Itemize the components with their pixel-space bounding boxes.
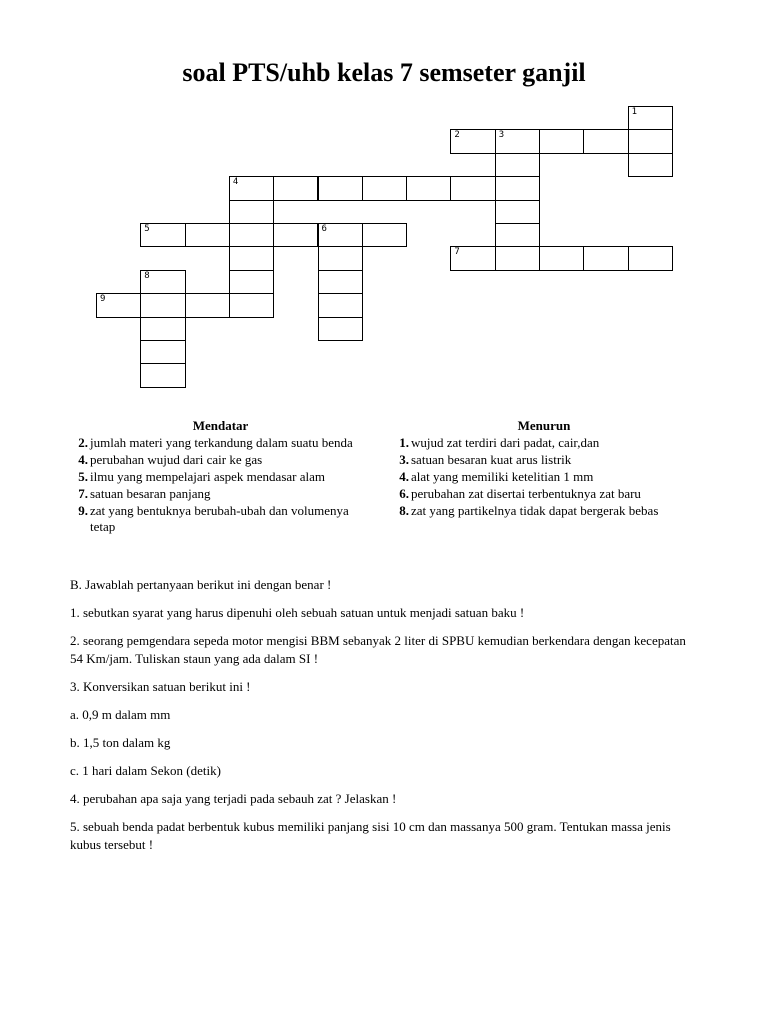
mendatar-heading: Mendatar [192,418,249,433]
crossword-cell [140,223,185,247]
crossword-cell [495,153,540,177]
crossword-cell [318,317,363,341]
cell-number: 6 [321,224,327,234]
crossword-cell [140,340,185,364]
crossword-cell [229,270,274,294]
crossword-cell [185,293,230,317]
crossword-cell [229,200,274,224]
clue-item: 1. wujud zat terdiri dari padat, cair,dan [399,435,600,450]
crossword-cell [495,176,540,200]
crossword-cell [229,223,274,247]
crossword-cell [495,129,540,153]
cell-number: 2 [454,130,460,141]
clue-item: 4. alat yang memiliki ketelitian 1 mm [399,469,594,484]
crossword-cell [140,293,185,317]
crossword-cell [495,223,540,247]
crossword-cell [495,200,540,224]
crossword-cell [583,129,628,153]
crossword-cell [96,293,141,317]
crossword-cell [140,363,185,387]
crossword-cell [140,270,185,294]
cell-number: 4 [232,177,239,188]
cell-number: 1 [631,107,638,117]
question-4: 4. perubahan apa saja yang terjadi pada sebauh zat ? Jelaskan ! [70,791,397,806]
crossword-cell [628,129,673,153]
clue-item: 8. zat yang partikelnya tidak dapat bergerak bebas [399,503,659,518]
crossword-cell [318,293,363,317]
crossword-cell [450,176,495,200]
crossword-grid [0,0,768,400]
clues-menurun [394,418,694,520]
menurun-heading: Menurun [517,418,571,433]
crossword-cell [362,223,407,247]
question-3c: c. 1 hari dalam Sekon (detik) [70,763,221,778]
section-heading: B. Jawablah pertanyaan berikut ini dengan benar ! [70,577,332,592]
crossword-cell [318,270,363,294]
page-title: soal PTS/uhb kelas 7 semseter ganjil [182,58,586,87]
clue-item: 5. ilmu yang mempelajari aspek mendasar alam [78,469,325,484]
crossword-cell [539,129,584,153]
clue-item: 3. satuan besaran kuat arus listrik [399,452,572,467]
crossword-cell [628,153,673,177]
crossword-cell [273,223,318,247]
crossword-cell [450,246,495,270]
clue-item: 4. perubahan wujud dari cair ke gas [78,452,263,467]
question-1: 1. sebutkan syarat yang harus dipenuhi oleh sebuah satuan untuk menjadi satuan baku ! [70,605,525,620]
crossword-cell [273,176,318,200]
cell-number: 7 [454,247,460,258]
cell-number: 5 [144,224,150,234]
cell-number: 8 [144,270,150,281]
essay-section [70,576,700,864]
crossword-cell [583,246,628,270]
cell-number: 3 [498,130,505,141]
crossword-cell [229,293,274,317]
question-3b: b. 1,5 ton dalam kg [70,735,171,750]
crossword-cell [229,176,274,200]
crossword-cell [229,246,274,270]
clues-mendatar [73,418,368,536]
clue-item: 7. satuan besaran panjang [78,486,211,501]
question-3: 3. Konversikan satuan berikut ini ! [70,679,251,694]
crossword-cell [539,246,584,270]
clue-item: 9. zat yang bentuknya berubah-ubah dan volumenya tetap [78,503,349,534]
crossword-cell [185,223,230,247]
question-3a: a. 0,9 m dalam mm [70,707,171,722]
cell-number: 9 [100,294,106,305]
crossword-cell [628,246,673,270]
crossword-cell [406,176,451,200]
crossword-cell [140,317,185,341]
clue-item: 6. perubahan zat disertai terbentuknya zat baru [399,486,641,501]
clue-item: 2. jumlah materi yang terkandung dalam suatu benda [78,435,353,450]
crossword-cell [318,223,363,247]
crossword-cell [318,246,363,270]
crossword-cell [450,129,495,153]
question-5: 5. sebuah benda padat berbentuk kubus memiliki panjang sisi 10 cm dan massanya 500 gram. Tentukan massa jenis kubus tersebut ! [70,819,671,852]
crossword-cell [628,106,673,130]
crossword-cell [362,176,407,200]
crossword-cell [495,246,540,270]
question-2: 2. seorang pemgendara sepeda motor mengisi BBM sebanyak 2 liter di SPBU kemudian berkendara dengan kecepatan 54 Km/jam. Tuliskan staun yang ada dalam SI ! [70,633,686,666]
crossword-cell [318,176,363,200]
